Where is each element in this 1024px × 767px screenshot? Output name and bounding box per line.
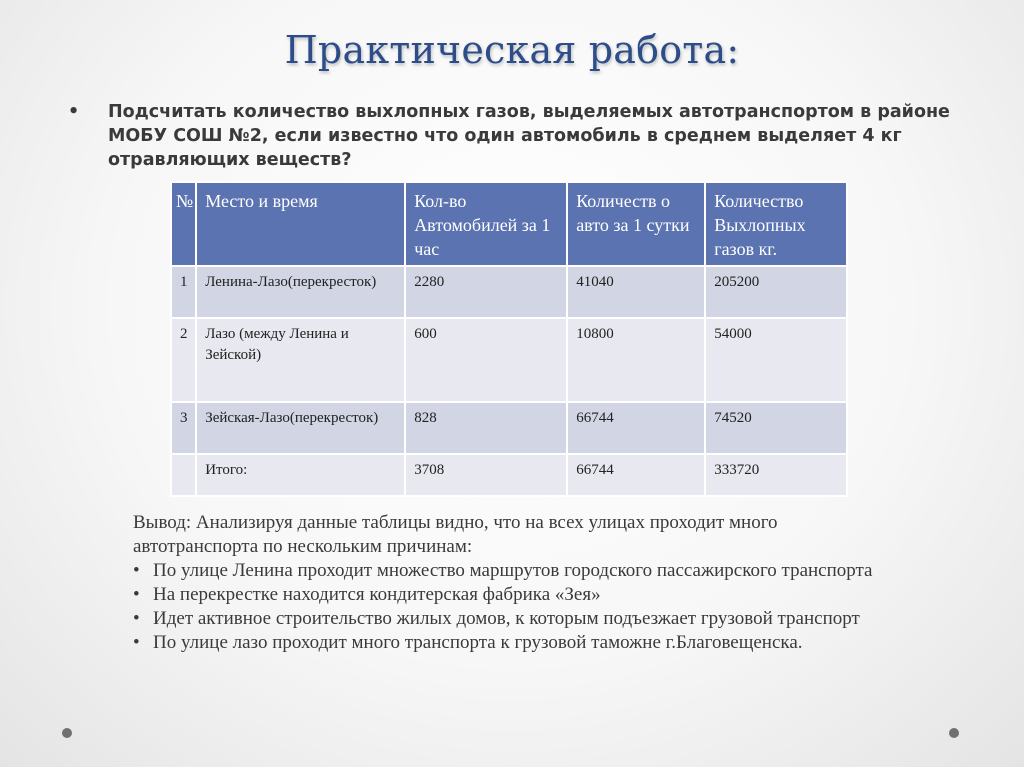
cell-per-day: 41040 [567, 266, 705, 318]
table-row-total [171, 454, 847, 496]
cell-per-hour: 2280 [405, 266, 567, 318]
cell-per-day: 66744 [567, 402, 705, 454]
table-row [171, 318, 847, 402]
cell-per-hour: 600 [405, 318, 567, 402]
cell-num [171, 454, 196, 496]
table-row [171, 266, 847, 318]
list-item [133, 631, 893, 655]
task-text: Подсчитать количество выхлопных газов, выделяемых автотранспортом в районе МОБУ СОШ №2, если известно что один автомобиль в среднем выделяет 4 кг отравляющих веществ? [108, 102, 950, 170]
cell-place: Зейская-Лазо(перекресток) [196, 402, 405, 454]
header-gas: Количество Выхлопных газов кг. [705, 182, 847, 266]
table-row [171, 402, 847, 454]
list-item [133, 607, 893, 631]
bullet-icon: • [133, 608, 140, 629]
list-item-text: По улице Ленина проходит множество маршрутов городского пассажирского транспорта [153, 560, 873, 581]
list-item-text: По улице лазо проходит много транспорта к грузовой таможне г.Благовещенска. [153, 632, 803, 653]
data-table [170, 181, 848, 497]
header-num: № [171, 182, 196, 266]
decorative-dot-icon [62, 728, 72, 738]
reasons-list [133, 559, 893, 655]
header-per-hour: Кол-во Автомобилей за 1 час [405, 182, 567, 266]
table-header-row [171, 182, 847, 266]
cell-per-hour: 828 [405, 402, 567, 454]
cell-gas: 333720 [705, 454, 847, 496]
cell-num: 1 [171, 266, 196, 318]
bullet-icon: • [133, 632, 140, 653]
list-item [133, 583, 893, 607]
cell-num: 3 [171, 402, 196, 454]
bullet-icon: • [68, 102, 80, 122]
cell-per-hour: 3708 [405, 454, 567, 496]
bullet-icon: • [133, 584, 140, 605]
list-item [133, 559, 893, 583]
cell-place: Лазо (между Ленина и Зейской) [196, 318, 405, 402]
decorative-dot-icon [949, 728, 959, 738]
cell-per-day: 10800 [567, 318, 705, 402]
cell-gas: 54000 [705, 318, 847, 402]
cell-per-day: 66744 [567, 454, 705, 496]
list-item-text: Идет активное строительство жилых домов, к которым подъезжает грузовой транспорт [153, 608, 860, 629]
header-per-day: Количеств о авто за 1 сутки [567, 182, 705, 266]
bullet-icon: • [133, 560, 140, 581]
conclusion-intro: Вывод: Анализируя данные таблицы видно, что на всех улицах проходит много автотранспорта по нескольким причинам: [133, 512, 778, 557]
conclusion-block [133, 511, 893, 655]
cell-gas: 74520 [705, 402, 847, 454]
task-paragraph [68, 100, 978, 172]
cell-num: 2 [171, 318, 196, 402]
cell-place: Ленина-Лазо(перекресток) [196, 266, 405, 318]
list-item-text: На перекрестке находится кондитерская фабрика «Зея» [153, 584, 601, 605]
cell-place: Итого: [196, 454, 405, 496]
header-place: Место и время [196, 182, 405, 266]
slide-title: Практическая работа: [284, 28, 740, 72]
cell-gas: 205200 [705, 266, 847, 318]
